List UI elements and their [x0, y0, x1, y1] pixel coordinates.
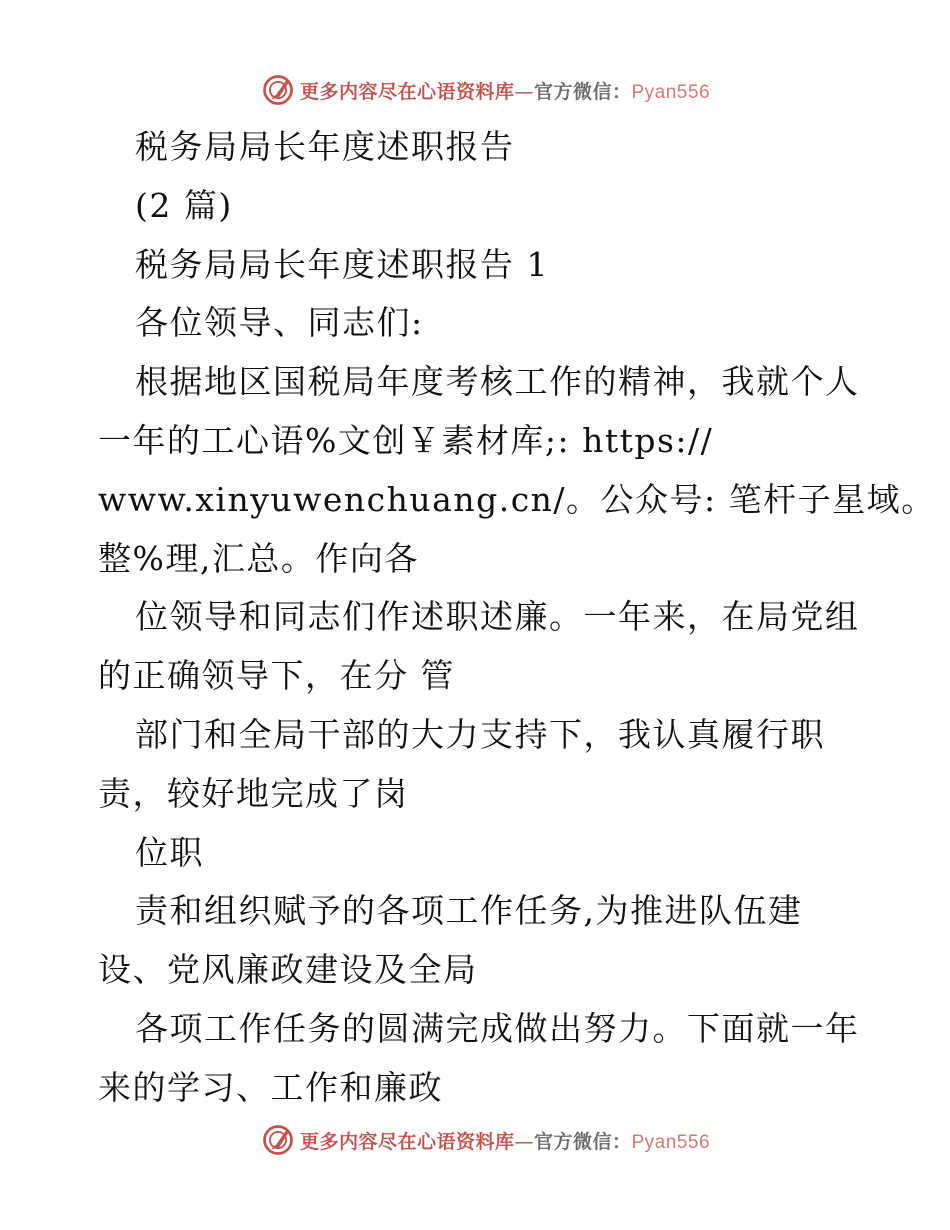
- text-line: 的正确领导下，在分 管: [98, 656, 455, 696]
- watermark-separator: —: [514, 1130, 534, 1153]
- text-line: 设、党风廉政建设及全局: [98, 950, 478, 990]
- quill-logo-icon: [260, 72, 296, 108]
- salutation: 各位领导、同志们:: [135, 303, 424, 343]
- text-line: 责，较好地完成了岗: [98, 773, 409, 813]
- watermark-wechat-label: 官方微信：: [533, 1130, 632, 1153]
- watermark-footer-inner: [260, 1122, 710, 1158]
- watermark-header-inner: [260, 72, 710, 108]
- text-line: 根据地区国税局年度考核工作的精神，我就个人: [135, 362, 860, 402]
- text-line: www.xinyuwenchuang.cn/。公众号: 笔杆子星域。: [98, 479, 936, 519]
- watermark-wechat-id: Pyan556: [631, 1131, 711, 1153]
- text-line: 部门和全局干部的大力支持下，我认真履行职: [135, 714, 825, 754]
- watermark-footer-text: [300, 1127, 710, 1154]
- watermark-header-text: [300, 77, 710, 104]
- text-line: 一年的工心语%文创￥素材库;: https://: [98, 420, 714, 460]
- watermark-header: [0, 70, 950, 110]
- watermark-footer: [0, 1120, 950, 1160]
- document-subtitle: (2 篇): [135, 185, 233, 225]
- section-heading: 税务局局长年度述职报告 1: [135, 244, 549, 284]
- text-line: 整%理,汇总。作向各: [98, 538, 419, 578]
- text-line: 位职: [135, 832, 204, 872]
- text-line: 责和组织赋予的各项工作任务,为推进队伍建: [135, 891, 803, 931]
- quill-logo-icon: [260, 1122, 296, 1158]
- watermark-separator: —: [514, 80, 534, 103]
- watermark-site-name: 更多内容尽在心语资料库: [299, 80, 515, 103]
- text-line: 来的学习、工作和廉政: [98, 1067, 443, 1107]
- watermark-wechat-label: 官方微信：: [533, 80, 632, 103]
- document-title: 税务局局长年度述职报告: [135, 127, 515, 166]
- document-body: [98, 118, 936, 1118]
- text-line: 各项工作任务的圆满完成做出努力。下面就一年: [135, 1008, 860, 1048]
- text-line: 位领导和同志们作述职述廉。一年来，在局党组: [135, 597, 860, 637]
- watermark-site-name: 更多内容尽在心语资料库: [299, 1130, 515, 1153]
- watermark-wechat-id: Pyan556: [631, 81, 711, 103]
